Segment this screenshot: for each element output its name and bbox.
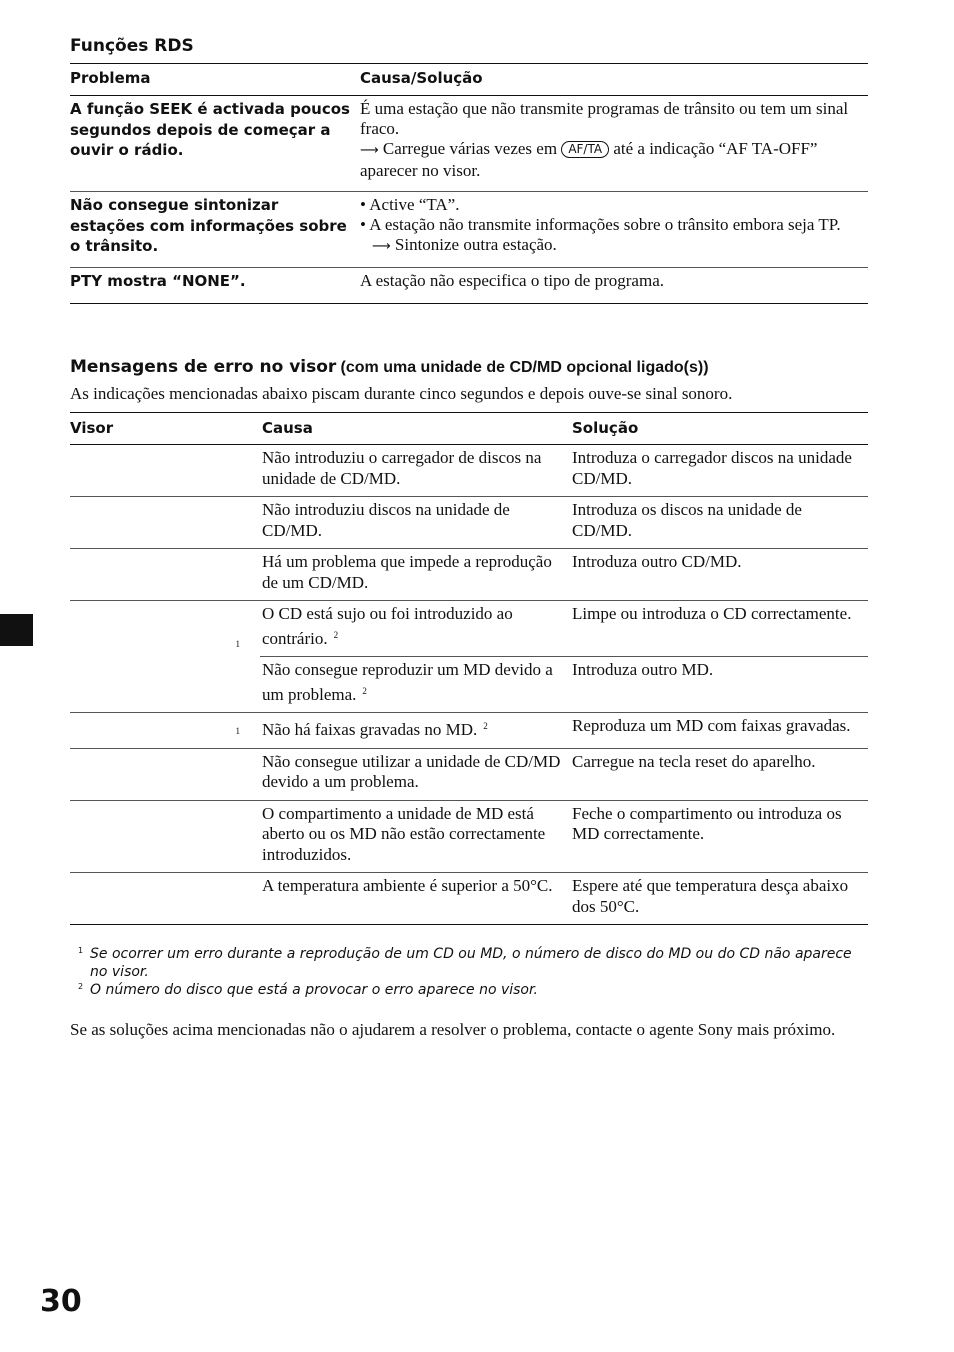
visor-cell xyxy=(70,549,260,601)
bullet-icon: • xyxy=(360,215,370,234)
cause-cell xyxy=(260,601,570,657)
solution-text: Carregue várias vezes em xyxy=(382,139,558,158)
table-row xyxy=(70,748,868,800)
closing-paragraph: Se as soluções acima mencionadas não o ajudarem a resolver o problema, contacte o agente Sony mais próximo. xyxy=(70,1020,836,1039)
footnote-ref: 1 xyxy=(235,726,240,736)
footnote-mark: 1 xyxy=(78,946,84,955)
table-row xyxy=(70,96,868,192)
cause-cell: Há um problema que impede a reprodução de um CD/MD. xyxy=(260,549,570,601)
table-row xyxy=(70,549,868,601)
cause-cell: Não consegue utilizar a unidade de CD/MD devido a um problema. xyxy=(260,748,570,800)
solution-cell xyxy=(360,96,868,192)
solution-cell: Carregue na tecla reset do aparelho. xyxy=(570,748,868,800)
arrow-right-icon: ⟶ xyxy=(360,143,379,158)
solution-cell: Reproduza um MD com faixas gravadas. xyxy=(570,713,868,749)
error-section-title: Mensagens de erro no visor xyxy=(70,357,337,377)
problem-cell: Não consegue sintonizar estações com informações sobre o trânsito. xyxy=(70,192,360,268)
table-row xyxy=(70,192,868,268)
footnote-ref: 2 xyxy=(483,721,488,731)
visor-header: Visor xyxy=(70,413,260,445)
table-row xyxy=(70,873,868,925)
visor-cell xyxy=(70,601,260,713)
problem-cell: PTY mostra “NONE”. xyxy=(70,272,246,290)
table-header-row xyxy=(70,413,868,445)
visor-cell xyxy=(70,497,260,549)
cause-cell: Não introduziu o carregador de discos na unidade de CD/MD. xyxy=(260,445,570,497)
footnote xyxy=(78,981,858,999)
footnote-ref: 2 xyxy=(333,629,339,640)
cause-text: O CD está sujo ou foi introduzido ao contrário. xyxy=(262,604,513,648)
visor-cell xyxy=(70,713,260,749)
solution-text: até a indicação “AF TA-OFF” aparecer no visor. xyxy=(360,139,818,180)
chapter-tab-marker xyxy=(0,614,33,646)
error-section-subtitle: (com uma unidade de CD/MD opcional ligado(s)) xyxy=(340,359,709,376)
table-row xyxy=(70,497,868,549)
solution-text: Sintonize outra estação. xyxy=(394,235,557,254)
solution-text: Active “TA”. xyxy=(369,195,460,214)
af-ta-key-label: AF/TA xyxy=(561,141,609,158)
solution-header: Solução xyxy=(570,413,868,445)
solution-cell: Introduza o carregador discos na unidade CD/MD. xyxy=(570,445,868,497)
cause-cell: Não introduziu discos na unidade de CD/MD. xyxy=(260,497,570,549)
footnote-mark: 2 xyxy=(78,982,84,991)
footnote-ref: 2 xyxy=(362,685,367,696)
solution-cell: A estação não especifica o tipo de programa. xyxy=(360,271,664,290)
cause-text: Não consegue reproduzir um MD devido a um problema. xyxy=(262,660,553,704)
solution-cell: Feche o compartimento ou introduza os MD correctamente. xyxy=(570,800,868,873)
solution-cell: Espere até que temperatura desça abaixo dos 50°C. xyxy=(572,876,849,916)
footnote xyxy=(78,945,858,981)
table-row xyxy=(70,601,868,657)
problem-header: Problema xyxy=(70,64,360,96)
rds-troubleshooting-table xyxy=(70,63,868,304)
solution-cell xyxy=(360,192,868,268)
solution-cell: Introduza outro CD/MD. xyxy=(570,549,868,601)
arrow-right-icon: ⟶ xyxy=(372,239,391,254)
footnote-ref: 1 xyxy=(235,639,240,649)
footnotes xyxy=(78,945,858,999)
problem-cell: A função SEEK é activada poucos segundos depois de começar a ouvir o rádio. xyxy=(70,96,360,192)
solution-text: A estação não transmite informações sobre o trânsito embora seja TP. xyxy=(369,215,841,234)
error-messages-table xyxy=(70,412,868,925)
visor-cell xyxy=(70,748,260,800)
cause-cell xyxy=(260,657,570,713)
footnote-text: Se ocorrer um erro durante a reprodução de um CD ou MD, o número de disco do MD ou do CD não aparece no visor. xyxy=(90,946,852,980)
error-section-heading xyxy=(70,357,709,377)
table-row xyxy=(70,268,868,304)
cause-text: Não há faixas gravadas no MD. xyxy=(262,720,478,739)
visor-cell xyxy=(70,445,260,497)
table-header-row xyxy=(70,64,868,96)
rds-section-title: Funções RDS xyxy=(70,36,194,56)
solution-text: É uma estação que não transmite programas de trânsito ou tem um sinal fraco. xyxy=(360,99,849,138)
cause-header: Causa xyxy=(260,413,570,445)
visor-cell xyxy=(70,800,260,873)
table-row xyxy=(70,445,868,497)
bullet-icon: • xyxy=(360,195,370,214)
error-section-intro: As indicações mencionadas abaixo piscam durante cinco segundos e depois ouve-se sinal sonoro. xyxy=(70,384,733,403)
cause-cell: A temperatura ambiente é superior a 50°C. xyxy=(262,876,553,895)
footnote-text: O número do disco que está a provocar o erro aparece no visor. xyxy=(90,982,538,998)
table-row xyxy=(70,800,868,873)
solution-cell: Limpe ou introduza o CD correctamente. xyxy=(570,601,868,657)
cause-cell xyxy=(260,713,570,749)
solution-cell: Introduza os discos na unidade de CD/MD. xyxy=(570,497,868,549)
visor-cell xyxy=(70,873,260,925)
cause-cell: O compartimento a unidade de MD está aberto ou os MD não estão correctamente introduzidos. xyxy=(260,800,570,873)
solution-cell: Introduza outro MD. xyxy=(570,657,868,713)
table-row xyxy=(70,713,868,749)
cause-solution-header: Causa/Solução xyxy=(360,64,868,96)
page-number: 30 xyxy=(40,1284,82,1319)
